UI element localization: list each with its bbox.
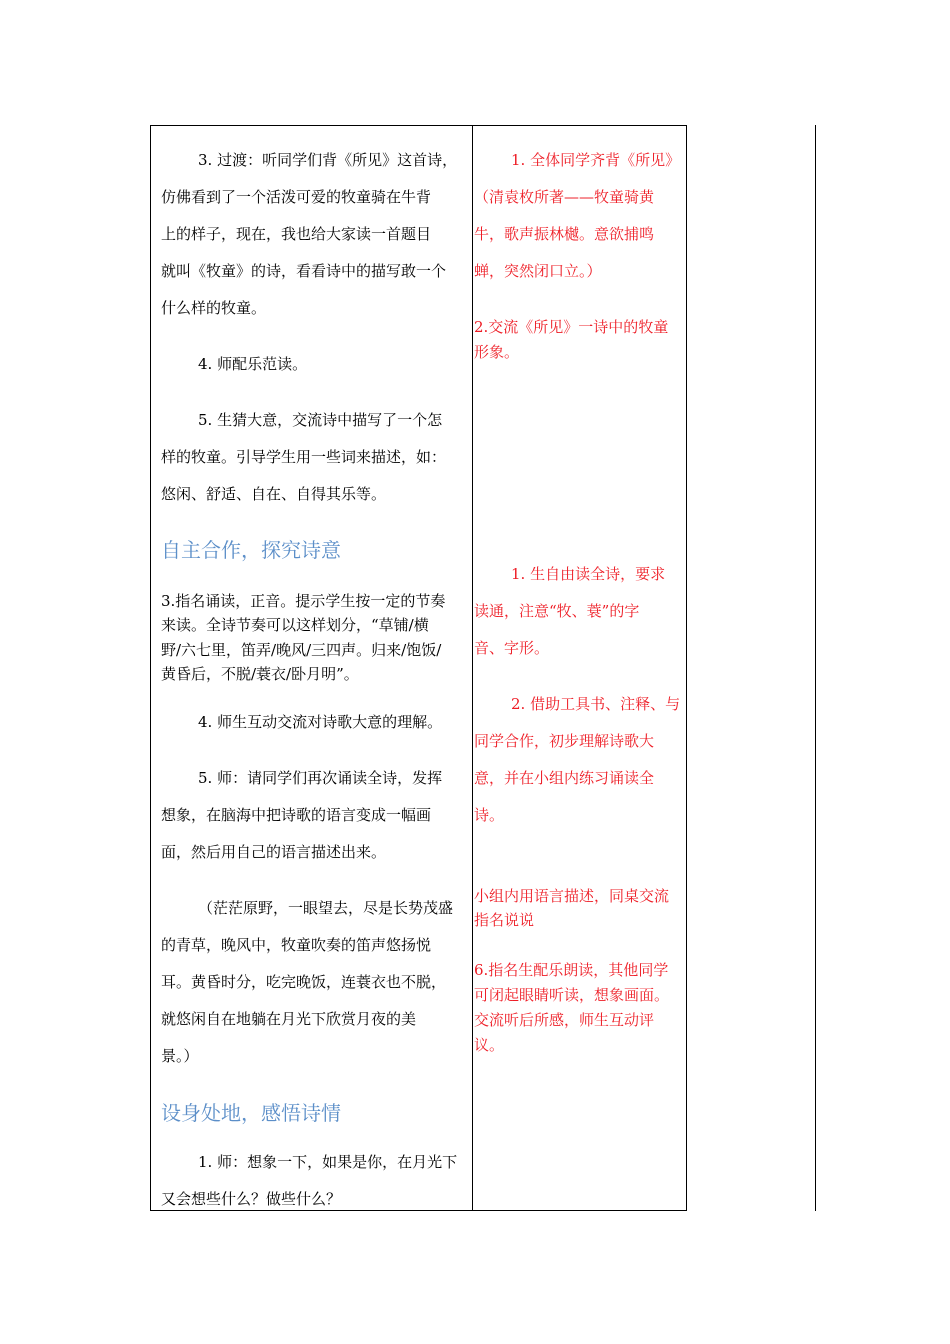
text-line: 悠闲、舒适、自在、自得其乐等。 (161, 485, 387, 503)
text-line: 小组内用语言描述，同桌交流 (474, 887, 670, 905)
margin-line (815, 125, 816, 1211)
text-line: 面，然后用自己的语言描述出来。 (161, 843, 387, 861)
text-line: 的青草，晚风中，牧童吹奏的笛声悠扬悦 (161, 936, 432, 954)
text-line: 景。） (161, 1047, 199, 1065)
section-heading: 设身处地，感悟诗情 (161, 1101, 341, 1125)
text-line: 3. 过渡：听同学们背《所见》这首诗， (198, 151, 458, 169)
text-line: 诗。 (474, 806, 505, 824)
text-line: 同学合作，初步理解诗歌大 (474, 732, 655, 750)
text-line: 意，并在小组内练习诵读全 (474, 769, 655, 787)
text-line: 就叫《牧童》的诗，看看诗中的描写敢一个 (161, 262, 447, 280)
text-line: 2.交流《所见》一诗中的牧童 (474, 318, 669, 336)
text-line: 交流听后所感，师生互动评 (474, 1011, 655, 1029)
text-line: 3.指名诵读，正音。提示学生按一定的节奏 (161, 592, 446, 610)
text-line: 仿佛看到了一个活泼可爱的牧童骑在牛背 (161, 188, 432, 206)
text-line: 上的样子，现在，我也给大家读一首题目 (161, 225, 432, 243)
text-line: 蝉，突然闭口立。） (474, 262, 602, 280)
text-line: 形象。 (474, 343, 520, 361)
text-line: 样的牧童。引导学生用一些词来描述，如： (161, 448, 447, 466)
text-line: 4. 师配乐范读。 (198, 355, 308, 373)
text-line: 议。 (474, 1036, 505, 1054)
text-line: 1. 师：想象一下，如果是你，在月光下 (198, 1153, 458, 1171)
text-line: 4. 师生互动交流对诗歌大意的理解。 (198, 713, 443, 731)
text-line: 6.指名生配乐朗读，其他同学 (474, 961, 669, 979)
text-line: 黄昏后，不脱/蓑衣/卧月明”。 (161, 665, 359, 683)
text-line: 1. 生自由读全诗，要求 (511, 565, 666, 583)
text-line: （茫茫原野，一眼望去，尽是长势茂盛 (198, 899, 454, 917)
text-line: 耳。黄昏时分，吃完晚饭，连蓑衣也不脱， (161, 973, 447, 991)
text-line: 可闭起眼睛听读，想象画面。 (474, 986, 670, 1004)
text-line: 2. 借助工具书、注释、与 (511, 695, 681, 713)
text-line: 想象，在脑海中把诗歌的语言变成一幅画 (161, 806, 432, 824)
text-line: 5. 生猜大意，交流诗中描写了一个怎 (198, 411, 443, 429)
text-line: 野/六七里，笛弄/晚风/三四声。归来/饱饭/ (161, 641, 442, 659)
text-line: 音、字形。 (474, 639, 550, 657)
text-line: 什么样的牧童。 (161, 299, 267, 317)
text-line: 又会想些什么？做些什么？ (161, 1190, 342, 1208)
text-line: 指名说说 (474, 911, 535, 929)
text-line: 读通，注意“牧、蓑”的字 (474, 602, 640, 620)
text-line: （清袁枚所著——牧童骑黄 (474, 188, 655, 206)
column-divider (472, 125, 473, 1211)
text-line: 来读。全诗节奏可以这样划分，“草铺/横 (161, 616, 429, 634)
text-line: 牛，歌声振林樾。意欲捕鸣 (474, 225, 655, 243)
text-line: 就悠闲自在地躺在月光下欣赏月夜的美 (161, 1010, 417, 1028)
text-line: 1. 全体同学齐背《所见》 (511, 151, 681, 169)
text-line: 5. 师：请同学们再次诵读全诗，发挥 (198, 769, 443, 787)
section-heading: 自主合作，探究诗意 (161, 538, 341, 562)
